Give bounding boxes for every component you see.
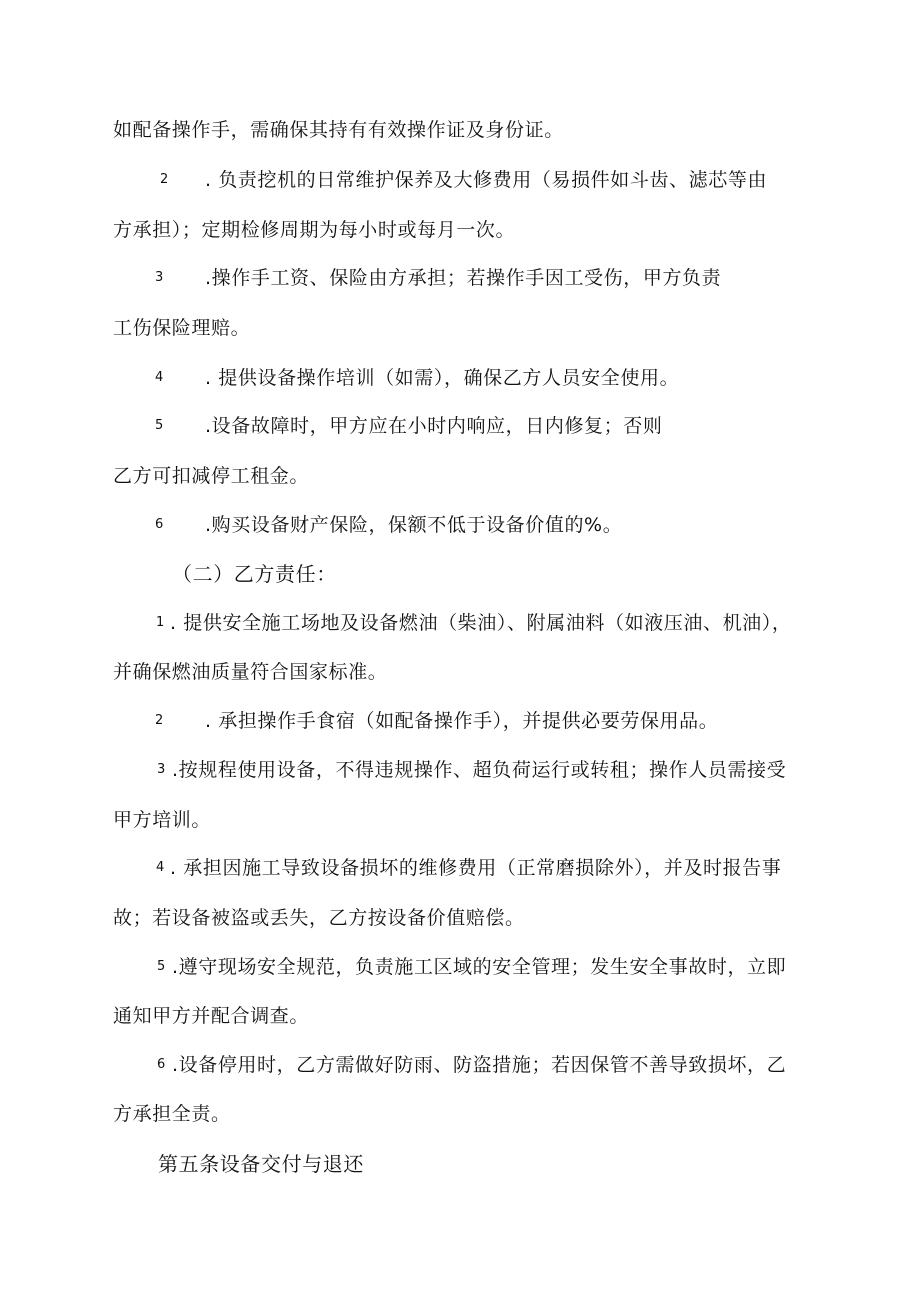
item-text: .按规程使用设备，不得违规操作、超负荷运行或转租；操作人员需接受 bbox=[172, 759, 787, 781]
item-continuation: 工伤保险理赔。 bbox=[113, 317, 251, 339]
item-continuation: 方承担）；定期检修周期为每小时或每月一次。 bbox=[113, 219, 516, 241]
item-text: .遵守现场安全规范，负责施工区域的安全管理；发生安全事故时，立即 bbox=[172, 956, 787, 978]
item-text: . 承担因施工导致设备损坏的维修费用（正常磨损除外），并及时报告事 bbox=[170, 857, 782, 879]
item-number: 5 bbox=[157, 959, 166, 974]
item-number: 2 bbox=[155, 713, 164, 728]
paragraph-line: 如配备操作手，需确保其持有有效操作证及身份证。 bbox=[113, 119, 564, 141]
section-heading: （二）乙方责任： bbox=[172, 562, 337, 586]
item-text: .操作手工资、保险由方承担；若操作手因工受伤，甲方负责 bbox=[205, 267, 722, 289]
item-text: . 提供安全施工场地及设备燃油（柴油）、附属油料（如液压油、机油）， bbox=[170, 612, 792, 634]
item-number: 2 bbox=[160, 172, 169, 187]
item-text: . 承担操作手食宿（如配备操作手），并提供必要劳保用品。 bbox=[205, 710, 719, 732]
item-text: .设备故障时，甲方应在小时内响应，日内修复；否则 bbox=[205, 415, 663, 437]
item-number: 4 bbox=[155, 370, 164, 385]
item-text: .设备停用时，乙方需做好防雨、防盗措施；若因保管不善导致损坏，乙 bbox=[172, 1054, 787, 1076]
item-continuation: 通知甲方并配合调查。 bbox=[113, 1005, 310, 1027]
item-text: .购买设备财产保险，保额不低于设备价值的%。 bbox=[205, 514, 623, 536]
item-continuation: 故；若设备被盗或丢失，乙方按设备价值赔偿。 bbox=[113, 907, 525, 929]
item-continuation: 甲方培训。 bbox=[113, 809, 212, 831]
item-number: 6 bbox=[157, 1057, 166, 1072]
item-number: 3 bbox=[157, 762, 166, 777]
item-number: 4 bbox=[156, 860, 165, 875]
item-number: 6 bbox=[155, 517, 164, 532]
item-text: . 提供设备操作培训（如需），确保乙方人员安全使用。 bbox=[205, 367, 680, 389]
item-number: 3 bbox=[155, 270, 164, 285]
item-continuation: 乙方可扣减停工租金。 bbox=[113, 465, 310, 487]
item-number: 5 bbox=[155, 418, 164, 433]
article-heading: 第五条设备交付与退还 bbox=[158, 1152, 364, 1176]
item-continuation: 方承担全责。 bbox=[113, 1103, 231, 1125]
item-continuation: 并确保燃油质量符合国家标准。 bbox=[113, 661, 388, 683]
item-number: 1 bbox=[156, 615, 165, 630]
item-text: . 负责挖机的日常维护保养及大修费用（易损件如斗齿、滤芯等由 bbox=[205, 169, 768, 191]
